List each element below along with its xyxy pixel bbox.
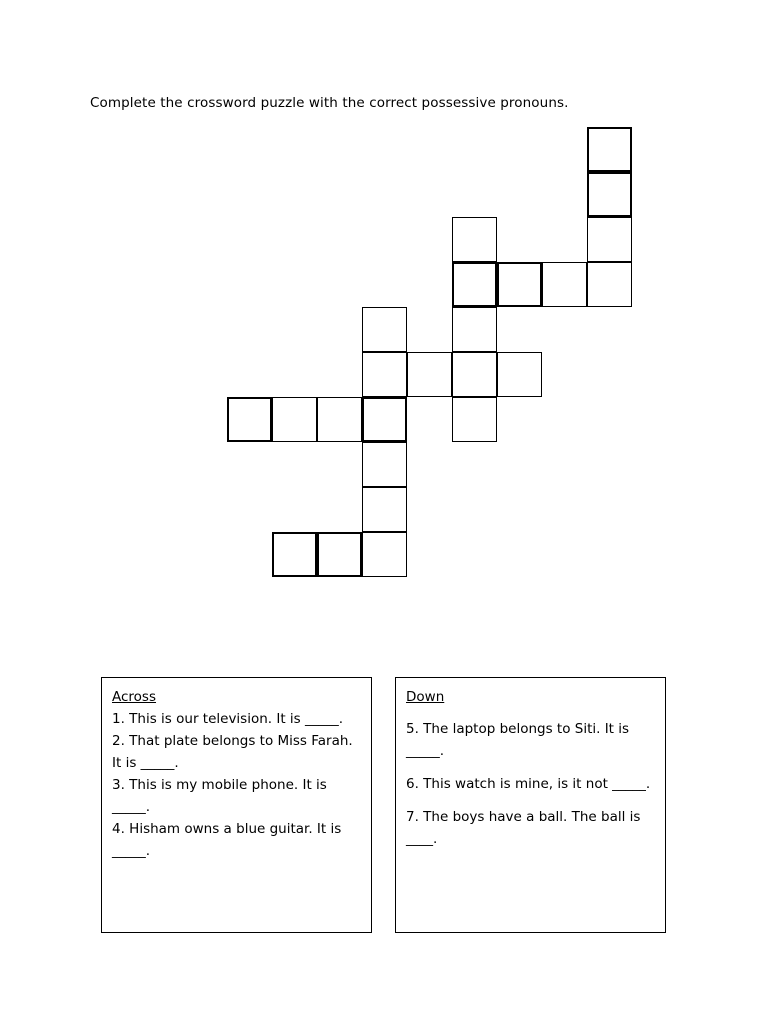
across-clue-1: 1. This is our television. It is _____. [112, 711, 344, 727]
down-heading: Down [406, 689, 445, 705]
across-clue-2: 2. That plate belongs to Miss Farah. It is _____. [112, 733, 353, 771]
crossword-cell[interactable] [362, 352, 407, 397]
crossword-cell[interactable] [362, 532, 407, 577]
across-clues-box [101, 677, 372, 933]
crossword-cell[interactable] [452, 307, 497, 352]
crossword-cell[interactable] [587, 127, 632, 172]
crossword-cell[interactable] [587, 217, 632, 262]
crossword-cell[interactable] [407, 352, 452, 397]
down-clues-box [395, 677, 666, 933]
crossword-cell[interactable] [497, 352, 542, 397]
crossword-cell[interactable] [497, 262, 542, 307]
crossword-cell[interactable] [587, 262, 632, 307]
crossword-cell[interactable] [317, 397, 362, 442]
crossword-cell[interactable] [452, 397, 497, 442]
crossword-cell[interactable] [362, 307, 407, 352]
crossword-cell[interactable] [272, 532, 317, 577]
instruction-text: Complete the crossword puzzle with the correct possessive pronouns. [90, 95, 569, 111]
down-clue-5: 5. The laptop belongs to Siti. It is _____. [406, 721, 630, 759]
across-heading: Across [112, 689, 157, 705]
crossword-cell[interactable] [272, 397, 317, 442]
crossword-cell[interactable] [452, 217, 497, 262]
down-clue-7: 7. The boys have a ball. The ball is ____. [406, 809, 641, 847]
across-clue-3: 3. This is my mobile phone. It is _____. [112, 777, 327, 815]
crossword-cell[interactable] [362, 397, 407, 442]
down-clue-6: 6. This watch is mine, is it not _____. [406, 776, 651, 792]
crossword-cell[interactable] [587, 172, 632, 217]
crossword-cell[interactable] [452, 352, 497, 397]
crossword-cell[interactable] [317, 532, 362, 577]
crossword-cell[interactable] [362, 487, 407, 532]
crossword-cell[interactable] [452, 262, 497, 307]
across-clue-4: 4. Hisham owns a blue guitar. It is _____. [112, 821, 342, 859]
crossword-cell[interactable] [542, 262, 587, 307]
crossword-cell[interactable] [362, 442, 407, 487]
crossword-cell[interactable] [227, 397, 272, 442]
